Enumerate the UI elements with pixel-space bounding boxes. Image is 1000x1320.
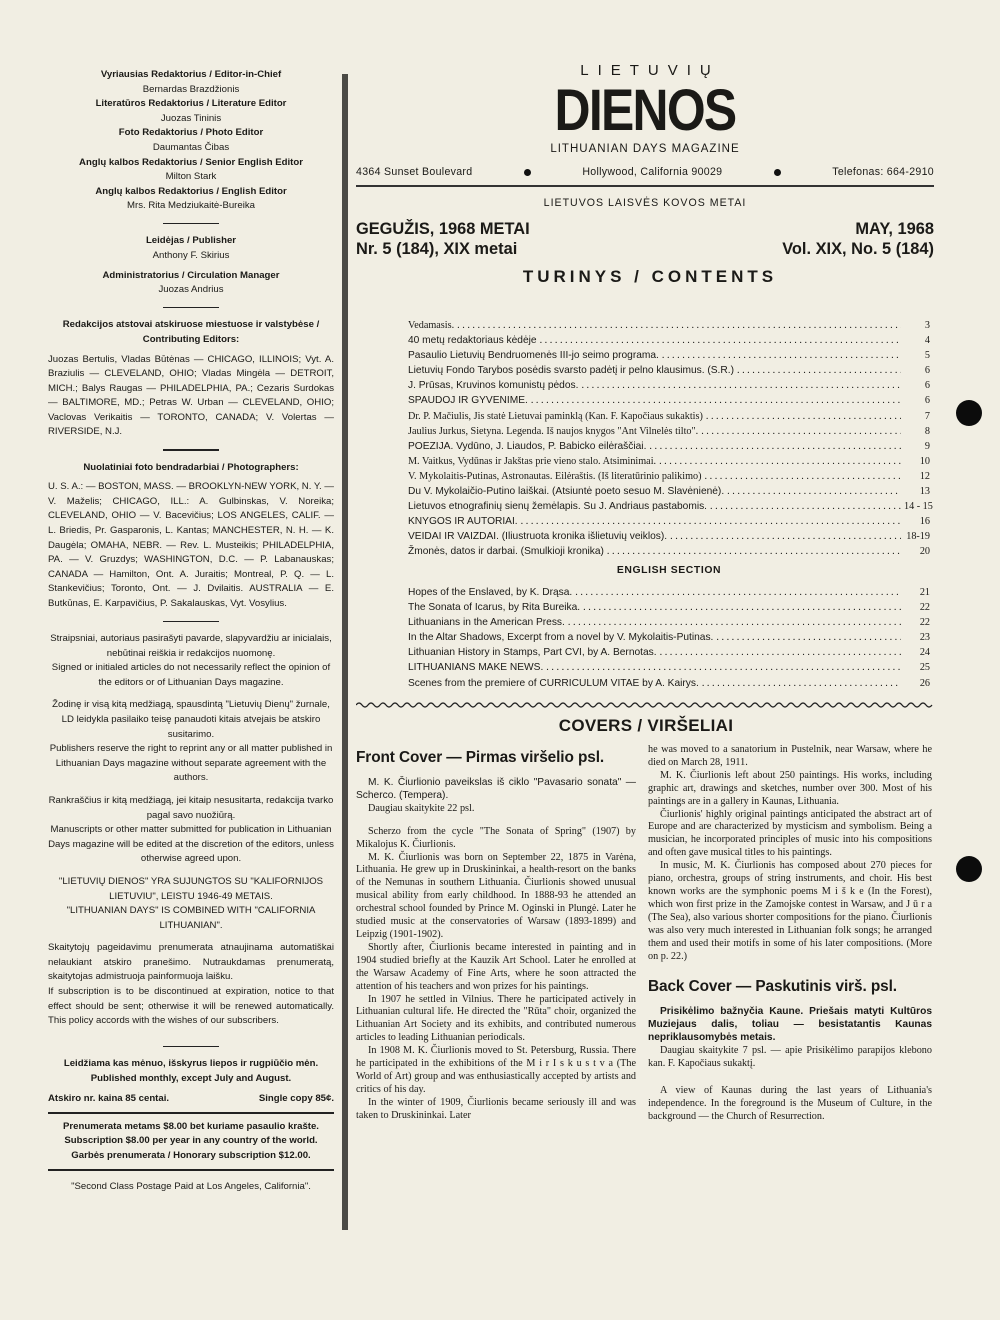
contents-title: TURINYS / CONTENTS: [522, 267, 778, 286]
toc-title: J. Prūsas, Kruvinos komunistų pėdos.: [408, 380, 579, 392]
toc-title: SPAUDOJ IR GYVENIME.: [408, 395, 528, 407]
contributing-heading: Redakcijos atstovai atskiruose miestuose ir valstybėse / Contributing Editors:: [62, 319, 320, 345]
notice-text: Manuscripts or other matter submitted for publication in Lithuanian Days magazine will be edited at the discretion of the editors, unless otherwise agreed upon.: [48, 824, 334, 865]
staff-role: Leidėjas / Publisher: [145, 235, 237, 247]
notices: [48, 632, 334, 1037]
back-cover-caption-more: Daugiau skaitykite 7 psl. — apie Prisikėlimo parapijos klebono kan. F. Kapočiaus sukaktį.: [648, 1045, 932, 1070]
toc-page: 6: [924, 380, 930, 392]
toc-entry: [408, 647, 930, 662]
toc-title: POEZIJA. Vydūno, J. Liaudos, P. Babicko eilėraščiai.: [408, 440, 647, 452]
single-copy-price: [48, 1092, 334, 1107]
divider: [163, 1046, 219, 1048]
front-paragraph: In music, M. K. Čiurlionis has composed about 270 pieces for piano, orchestra, groups of string instruments, and choir. His best known works are the symphonic poems M i š k e (In the Forest), which won first prize in the Zamojske contest in Warsaw, and J ū r a (The Sea), also various shorter compositions for the piano. Čiurlionis was also very much interested in Lithuanian folk songs; he arranged them and used their motifs in some of his later compositions. (More on p. 22.): [648, 860, 932, 962]
divider: [163, 449, 219, 451]
toc-leader: [702, 678, 901, 689]
toc-entry: [408, 516, 930, 531]
toc-leader: [701, 426, 901, 437]
toc-title: 40 metų redaktoriaus kėdėje: [408, 335, 537, 347]
toc-title: Du V. Mykolaičio-Putino laiškai. (Atsiuntė poeto sesuo M. Slavėnienė).: [408, 486, 725, 498]
toc-page: 20: [919, 546, 930, 558]
divider: [163, 223, 219, 225]
toc-title: Žmonės, datos ir darbai. (Smulkioji kronika): [408, 546, 604, 558]
toc-entry: [408, 380, 930, 395]
notice-text: Straipsniai, autoriaus pasirašyti pavarde, slapyvardžiu ar inicialais, nebūtinai reiškia ir redakcijos nuomonę.: [50, 633, 332, 659]
toc-page: 5: [924, 350, 930, 362]
toc-title: Hopes of the Enslaved, by K. Drąsa.: [408, 587, 573, 598]
divider: [163, 621, 219, 623]
toc-page: 6: [924, 395, 930, 407]
toc-title: The Sonata of Icarus, by Rita Bureika.: [408, 602, 581, 614]
staff-role: Anglų kalbos Redaktorius / English Editor: [95, 185, 287, 197]
toc-page: 23: [919, 632, 930, 644]
back-cover-heading: Back Cover — Paskutinis virš. psl.: [648, 978, 897, 996]
staff-role: Literatūros Redaktorius / Literature Editor: [95, 98, 287, 110]
staff-name: Juozas Andrius: [158, 284, 224, 296]
front-paragraph: In the winter of 1909, Čiurlionis became seriously ill and was taken to Druskininkai. Later: [356, 1096, 636, 1121]
toc-leader: [727, 486, 901, 497]
toc-leader: [581, 380, 901, 391]
toc-page: 9: [924, 440, 930, 452]
staff-name: Anthony F. Skirius: [152, 250, 230, 262]
vertical-rule: [342, 74, 348, 1230]
toc-leader: [531, 395, 901, 406]
city-address: Hollywood, California 90029: [582, 166, 723, 178]
front-paragraph: he was moved to a sanatorium in Pustelnik, near Warsaw, where he died on March 28, 1911.: [648, 744, 932, 768]
phone-number: Telefonas: 664-2910: [832, 166, 934, 178]
single-copy-lt: Atskiro nr. kaina 85 centai.: [48, 1092, 170, 1104]
toc-leader: [540, 335, 901, 346]
toc-entry: [408, 632, 930, 647]
toc-entry: [408, 456, 930, 471]
toc-entry: [408, 587, 930, 602]
toc-title: VEIDAI IR VAIZDAI. (Iliustruota kronika išlietuvių veiklos).: [408, 531, 668, 543]
front-paragraph: M. K. Čiurlionis was born on September 22, 1875 in Varėna, Lithuania. He grew up in Druskininkai, a health-resort on the banks of the Nemunas in southern Lithuania. Čiurlionis showed unusual musical ability from early childhood. In 1888-93 he attended an orchestral school founded by Prince M. Oginski in Plungė. Later he studied music at the conservatories of Warsaw (1893-1899) and Leipzig (1901-1902).: [356, 851, 636, 940]
toc-leader: [705, 471, 901, 482]
toc-title: In the Altar Shadows, Excerpt from a novel by V. Mykolaitis-Putinas.: [408, 632, 714, 644]
toc-leader: [457, 320, 901, 331]
photographers-heading: Nuolatiniai foto bendradarbiai / Photographers:: [83, 461, 299, 473]
issue-info: [356, 219, 934, 259]
toc-leader: [649, 441, 901, 452]
toc-leader: [737, 365, 901, 376]
publish-frequency-lt: Leidžiama kas mėnuo, išskyrus liepos ir rugpiūčio mėn.: [63, 1058, 319, 1070]
toc-entry: [408, 395, 930, 410]
english-contents: [408, 587, 930, 693]
notice-text: Publishers reserve the right to reprint any or all matter published in Lithuanian Days magazine without separate agreement with the authors.: [49, 743, 333, 784]
toc-leader: [662, 350, 901, 361]
publish-frequency-en: Published monthly, except July and August.: [90, 1072, 292, 1084]
toc-title: Lithuanians in the American Press.: [408, 617, 565, 629]
toc-entry: [408, 441, 930, 456]
front-cover-caption-more: Daugiau skaitykite 22 psl.: [368, 802, 475, 814]
notice-text: "LITHUANIAN DAYS" IS COMBINED WITH "CALIFORNIA LITHUANIAN".: [66, 905, 316, 931]
magazine-logo: DIENOS: [554, 78, 736, 143]
front-paragraph: Shortly after, Čiurlionis became interested in painting and in 1904 studied briefly at the Kauzik Art School. Later he enrolled at the Warsaw Academy of Fine Arts, where he soon attracted the attention of his teachers and won prizes for his paintings.: [356, 941, 636, 992]
toc-entry: [408, 426, 930, 441]
masthead: [356, 62, 934, 287]
toc-entry: [408, 602, 930, 617]
notice-text: Žodinę ir visą kitą medžiagą, spausdintą "Lietuvių Dienų" žurnale, LD leidykla pasilaiko teisę panaudoti kitais atvejais be atskiro susitarimo.: [52, 699, 330, 740]
postage-notice: "Second Class Postage Paid at Los Angeles, California".: [71, 1180, 311, 1192]
front-cover-heading: Front Cover — Pirmas viršelio psl.: [356, 749, 605, 766]
toc-leader: [575, 587, 901, 598]
staff-name: Bernardas Brazdžionis: [142, 83, 240, 95]
masthead-staff-column: [48, 68, 334, 1195]
subscription-info: [48, 1120, 334, 1164]
toc-page: 24: [919, 647, 930, 659]
back-cover-caption: Prisikėlimo bažnyčia Kaune. Priešais matyti Kultūros Muziejaus dalis, toliau — besistatantis Kaunas nepriklausomybės metais.: [648, 1006, 932, 1044]
rule: [356, 185, 934, 187]
issue-date-en: MAY, 1968: [855, 220, 934, 238]
toc-title: Lietuvių Fondo Tarybos posėdis svarsto padėtį ir pelno klausimus. (S.R.): [408, 365, 734, 377]
photographers-list: U. S. A.: — BOSTON, MASS. — BROOKLYN-NEW YORK, N. Y. — V. Maželis; CHICAGO, ILL.: A. Gulbinskas, V. Noreika; CLEVELAND, OHIO — V. Bacevičius; LOS ANGELES, CALIF. — L. Briedis, Pr. Gasparonis, L. Kantas; MANCHESTER, N. H. — K. Daugėla; OMAHA, NEBR. — Rev. L. Musteikis; PHILADELPHIA, PA. — V. Gruzdys; WASHINGTON, D.C. — P. Labanauskas; CANADA — Hamilton, Ont. A. Juraitis; Montreal, P. Q. — L. Stankevičius; Toronto, Ont. — J. Dvilaitis. AUSTRALIA — E. Butkūnas, E. Karpavičius, P. Sakalauskas, Vyt. Vosylius.: [48, 481, 334, 609]
toc-title: V. Mykolaitis-Putinas, Astronautas. Eilėraštis. (Iš literatūrinio palikimo): [408, 470, 702, 482]
toc-entry: [408, 617, 930, 632]
wavy-divider: [356, 700, 936, 710]
notice-text: If subscription is to be discontinued at expiration, notice to that effect should be sent; otherwise it will be renewed automatically. This policy accords with the wishes of our subscribers.: [48, 986, 334, 1027]
toc-entry: [408, 486, 930, 501]
motto: LIETUVOS LAISVĖS KOVOS METAI: [543, 197, 747, 209]
toc-entry: [408, 350, 930, 365]
staff-role: Administratorius / Circulation Manager: [102, 269, 280, 281]
toc-leader: [670, 531, 901, 542]
staff-name: Daumantas Čibas: [152, 141, 230, 153]
issue-number-lt: Nr. 5 (184), XIX metai: [356, 240, 518, 258]
toc-page: 16: [919, 516, 930, 528]
toc-leader: [706, 411, 901, 422]
toc-entry: [408, 471, 930, 486]
toc-leader: [521, 516, 901, 527]
toc-title: KNYGOS IR AUTORIAI.: [408, 516, 518, 528]
toc-page: 3: [924, 320, 930, 331]
toc-entry: [408, 662, 930, 677]
notice-text: Signed or initialed articles do not necessarily reflect the opinion of the editors or of Lithuanian Days magazine.: [51, 662, 331, 688]
front-cover-caption: M. K. Čiurlionio paveikslas iš ciklo "Pavasario sonata" — Scherco. (Tempera).: [356, 777, 636, 801]
binder-hole: [956, 856, 982, 882]
contributing-editors: Juozas Bertulis, Vladas Būtėnas — CHICAGO, ILLINOIS; Vyt. A. Braziulis — CLEVELAND, OHIO; Vladas Mingėla — DETROIT, MICH.; Balys Raugas — PHILADELPHIA, PA.; Cezaris Surdokas — BALTIMORE, MD.; Petras W. Urban — CLEVELAND, OHIO; Vaclovas Verikaitis — TORONTO, CANADA; V. Volertas — RIVERSIDE, N.J.: [48, 353, 334, 438]
magazine-subtitle: LITHUANIAN DAYS MAGAZINE: [550, 143, 740, 155]
toc-leader: [546, 662, 901, 673]
toc-page: 22: [919, 602, 930, 614]
subscription-line: Garbės prenumerata / Honorary subscription $12.00.: [71, 1149, 311, 1161]
front-paragraph: Scherzo from the cycle "The Sonata of Spring" (1907) by Mikalojus K. Čiurlionis.: [356, 825, 636, 850]
notice-text: "LIETUVIŲ DIENOS" YRA SUJUNGTOS SU "KALIFORNIJOS LIETUVIU", LEISTU 1946-49 METAIS.: [58, 875, 324, 902]
covers-column-left: [356, 748, 636, 1123]
toc-page: 21: [919, 587, 930, 598]
notice-text: Rankraščius ir kitą medžiagą, jei kitaip nesusitarta, redakcija tvarko pagal savo nuožiūrą.: [48, 794, 334, 821]
toc-page: 14 - 15: [904, 501, 933, 513]
toc-page: 4: [924, 335, 930, 347]
toc-title: Vedamasis.: [408, 320, 455, 331]
toc-page: 7: [924, 410, 930, 422]
staff-name: Mrs. Rita Medziukaitė-Bureika: [127, 200, 255, 212]
table-of-contents: [408, 320, 933, 562]
toc-page: 12: [919, 470, 930, 482]
staff-name: Milton Stark: [165, 171, 217, 183]
toc-page: 8: [924, 425, 930, 437]
toc-title: Scenes from the premiere of CURRICULUM VITAE by A. Kairys.: [408, 677, 699, 689]
toc-leader: [568, 617, 901, 628]
publisher-list: [48, 234, 334, 297]
bullet-icon: [774, 169, 781, 176]
subscription-line: Prenumerata metams $8.00 bet kuriame pasaulio krašte.: [63, 1120, 319, 1132]
toc-entry: [408, 320, 930, 335]
toc-leader: [659, 456, 901, 467]
issue-number-en: Vol. XIX, No. 5 (184): [782, 240, 934, 258]
staff-role: Anglų kalbos Redaktorius / Senior English Editor: [79, 156, 303, 168]
divider: [48, 1112, 334, 1114]
covers-title: COVERS / VIRŠELIAI: [558, 716, 734, 735]
bullet-icon: [524, 169, 531, 176]
toc-page: 10: [919, 455, 930, 467]
toc-title: M. Vaitkus, Vydūnas ir Jakštas prie vieno stalo. Atsiminimai.: [408, 455, 657, 467]
street-address: 4364 Sunset Boulevard: [356, 166, 473, 178]
covers-column-right: [648, 744, 932, 1124]
toc-title: Dr. P. Mačiulis, Jis statė Lietuvai paminklą (Kan. F. Kapočiaus sukaktis): [408, 410, 703, 422]
toc-entry: [408, 546, 930, 561]
toc-page: 25: [919, 662, 930, 674]
masthead-top: LIETUVIŲ: [580, 62, 720, 79]
toc-leader: [716, 632, 901, 643]
toc-title: LITHUANIANS MAKE NEWS.: [408, 662, 544, 674]
staff-list: [48, 68, 334, 214]
front-paragraph: M. K. Čiurlionis left about 250 paintings. His works, including graphic art, drawings and sketches, number over 300. Most of his paintings are in a gallery in Kaunas, Lithuania.: [648, 769, 932, 807]
front-paragraph: In 1908 M. K. Čiurlionis moved to St. Petersburg, Russia. There he participated in the exhibitions of the M i r I s k u s t v a (The World of Art) group and was enthusiastically accepted by artists and critics of his day.: [356, 1045, 636, 1095]
back-paragraph: A view of Kaunas during the last years of Lithuania's independence. In the foreground is the Museum of Culture, in the background — the Church of Resurrection.: [648, 1084, 932, 1122]
toc-leader: [710, 501, 901, 512]
binder-hole: [956, 400, 982, 426]
toc-leader: [607, 546, 901, 557]
toc-leader: [660, 647, 901, 658]
toc-page: 26: [919, 677, 930, 689]
toc-entry: [408, 531, 930, 546]
toc-title: Lithuanian History in Stamps, Part CVI, by A. Bernotas.: [408, 647, 657, 659]
toc-page: 13: [919, 486, 930, 498]
toc-leader: [583, 602, 901, 613]
toc-page: 22: [919, 617, 930, 629]
toc-page: 6: [924, 365, 930, 377]
toc-entry: [408, 365, 930, 380]
notice-text: Skaitytojų pageidavimu prenumerata atnaujinama automatiškai nelaukiant atskiro pranešimo. Nutraukdamas prenumeratą, skaitytojas admistruoja painformuoja laišku.: [48, 942, 334, 983]
toc-title: Lietuvos etnografinių sienų žemėlapis. Su J. Andriaus pastabomis.: [408, 501, 708, 513]
english-section-heading: ENGLISH SECTION: [616, 565, 722, 576]
subscription-line: Subscription $8.00 per year in any country of the world.: [64, 1135, 318, 1147]
staff-role: Foto Redaktorius / Photo Editor: [118, 127, 264, 139]
toc-entry: [408, 501, 933, 516]
toc-page: 18-19: [906, 531, 930, 543]
front-paragraph: In 1907 he settled in Vilnius. There he participated actively in Lithuanian cultural life. He directed the "Rūta" choir, organized the Lithuanian Art Society and its exhibits, and contributed numerous articles to leading Lithuanian periodicals.: [356, 993, 636, 1044]
toc-title: Jaulius Jurkus, Sietyna. Legenda. Iš naujos knygos "Ant Vilnelės tilto".: [408, 425, 699, 437]
toc-title: Pasaulio Lietuvių Bendruomenės III-jo seimo programa.: [408, 350, 659, 362]
staff-role: Vyriausias Redaktorius / Editor-in-Chief: [100, 69, 282, 80]
toc-entry: [408, 411, 930, 426]
divider: [48, 1169, 334, 1171]
issue-date-lt: GEGUŽIS, 1968 METAI: [356, 220, 530, 238]
toc-entry: [408, 335, 930, 350]
toc-entry: [408, 678, 930, 693]
staff-name: Juozas Tininis: [160, 112, 222, 124]
divider: [163, 307, 219, 309]
address-line: [356, 166, 934, 178]
single-copy-en: Single copy 85¢.: [258, 1092, 334, 1104]
front-paragraph: Čiurlionis' highly original paintings anticipated the abstract art of Europe and are characterized by mysticism and symbolism. Being a musician, he incorporated principles of music into his compositions and often gave musical titles to his paintings.: [648, 808, 932, 859]
